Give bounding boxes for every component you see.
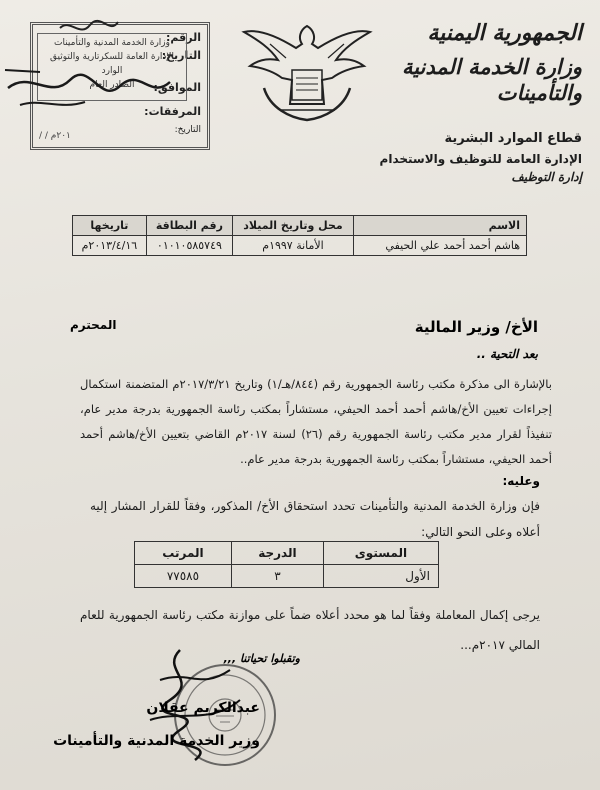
salutation: الأخ/ وزير المالية [414,318,538,336]
handwritten-annotation [0,10,230,120]
table-header-row [73,216,527,236]
signatory-name: عبدالكريم عقلان [146,700,260,716]
closing-line: وتقبلوا تحياتنا ,,, [223,652,300,665]
stamp-line: الصادر العام [89,80,135,90]
letter-paragraph: فإن وزارة الخدمة المدنية والتأمينات تحدد استحقاق الأخ/ المذكور، وفقاً للقرار المشار إليه أعلاه وعلى النحو التالي: [90,499,540,539]
admin-name: الإدارة العامة للتوظيف والاستخدام [379,151,582,166]
stamp-line: الوارد [101,66,123,76]
stamp-line: الإدارة العامة للسكرتارية والتوثيق [49,52,175,62]
column-header: تاريخها [73,216,147,236]
date-field-value: / / ٢٠١م [39,131,71,141]
national-emblem-icon [240,18,375,128]
column-header: المرتب [135,542,232,565]
signatory-title: وزير الخدمة المدنية والتأمينات [53,733,260,749]
table-row [135,565,439,588]
number-label: الرقم: [166,31,201,44]
date-field-label: التاريخ: [174,125,201,135]
column-header: الاسم [354,216,527,236]
sector-name: قطاع الموارد البشرية [444,130,582,146]
table-cell: ٣ [231,565,323,588]
date-label: التاريخ: [161,49,201,62]
letter-paragraph: بالإشارة الى مذكرة مكتب رئاسة الجمهورية رقم (٨٤٤/هـ/١) وتاريخ ٢٠١٧/٣/٢١م المتضمنة استكمال إجراءات تعيين الأخ/هاشم أحمد أحمد الحيفي، مستشاراً بمكتب رئاسة الجمهورية بدرجة مدير عام، تنفيذاً لقرار مدير مكتب رئاسة الجمهورية رقم (٢٦) لسنة ٢٠١٧م القاضي بتعيين الأخ/هاشم أحمد أحمد الحيفي، مستشاراً بمكتب رئاسة الجمهورية بدرجة مدير عام.. [80,377,553,466]
table-row [73,236,527,256]
table-cell: الأول [323,565,438,588]
letter-paragraph: يرجى إكمال المعاملة وفقاً لما هو محدد أعلاه ضماً على موازنة مكتب رئاسة الجمهورية للعام المالي ٢٠١٧م... [80,608,540,652]
stamp-line: وزارة الخدمة المدنية والتأمينات [54,38,170,48]
table-cell: هاشم أحمد أحمد علي الحيفي [354,236,527,256]
attachments-label: المرفقات: [144,105,201,118]
column-header: الدرجة [231,542,323,565]
table-cell: ٠١٠١٠٥٨٥٧٤٩ [146,236,232,256]
column-header: رقم البطاقة [146,216,232,236]
honorific: المحترم [70,318,117,332]
grade-table [134,541,439,588]
table-header-row [135,542,439,565]
country-name: الجمهورية اليمنية [427,20,582,46]
corresponding-label: الموافق: [153,81,201,94]
therefore-label: وعليه: [502,474,540,488]
department-name: إدارة التوظيف [511,169,582,184]
employee-table [72,215,527,256]
ministry-name: وزارة الخدمة المدنية والتأمينات [401,54,582,105]
column-header: المستوى [323,542,438,565]
letterhead [362,20,582,184]
table-cell: ٢٠١٣/٤/١٦م [73,236,147,256]
column-header: محل وتاريخ الميلاد [233,216,354,236]
greeting: بعد التحية .. [476,347,538,361]
table-cell: الأمانة ١٩٩٧م [233,236,354,256]
table-cell: ٧٧٥٨٥ [135,565,232,588]
